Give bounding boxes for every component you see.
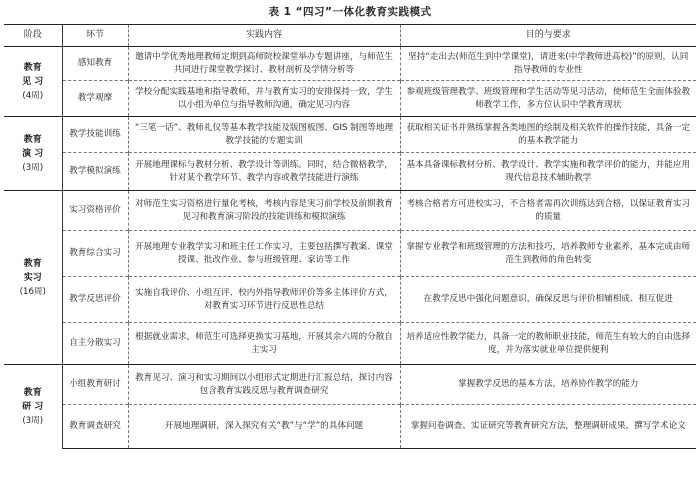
goal-cell: 考核合格者方可进校实习，不合格者需再次训练达到合格，以保证教育实习的质量 <box>400 191 696 231</box>
content-cell: 实施自我评价、小组互评、校内外指导教师评价等多主体评价方式，对教育实习环节进行反思性总结 <box>128 277 400 323</box>
table-row <box>4 231 696 277</box>
content-cell: “三笔一话”、教师礼仪等基本教学技能及版图板图、GIS 制图等地理教学技能的专题实训 <box>128 117 400 153</box>
link-cell: 小组教育研讨 <box>62 365 128 405</box>
content-cell: 开展地理课标与教材分析、教学设计等训练。同时，结合微格教学，针对某个教学环节、教学内容或教学技能进行演练 <box>128 153 400 191</box>
link-cell: 教学模拟演练 <box>62 153 128 191</box>
table-title: 表 1 “四习”一体化教育实践模式 <box>268 6 432 18</box>
content-cell: 邀请中学优秀地理教师定期到高师院校课堂举办专题讲座，与师范生共同进行课堂教学探讨、教材剖析及学情分析等 <box>128 47 400 81</box>
stage-cell-internship <box>4 191 62 365</box>
link-cell: 教学反思评价 <box>62 277 128 323</box>
stage-label: 见 习 <box>22 76 44 87</box>
stage-label: 教育 <box>23 134 42 145</box>
header-stage: 阶段 <box>4 25 62 47</box>
table-row <box>4 153 696 191</box>
table-row <box>4 47 696 81</box>
content-cell: 根据就业需求，师范生可选择更换实习基地，开展其余六周的分散自主实习 <box>128 323 400 365</box>
stage-label: 教育 <box>23 387 42 398</box>
goal-cell: 掌握专业教学和班级管理的方法和技巧，培养教师专业素养，基本完成由师范生到教师的角色转变 <box>400 231 696 277</box>
stage-label: 教育 <box>23 258 42 269</box>
link-cell: 教育调查研究 <box>62 405 128 449</box>
header-row <box>4 25 696 47</box>
table-row <box>4 365 696 405</box>
goal-cell: 掌握问卷调查、实证研究等教育研究方法，整理调研成果，撰写学术论文 <box>400 405 696 449</box>
content-cell: 学校分配实践基地和指导教师，并与教育实习的安排保持一致，学生以小组为单位与指导教师沟通，确定见习内容 <box>128 81 400 117</box>
table-row <box>4 191 696 231</box>
stage-label: 研 习 <box>22 401 44 412</box>
goal-cell: 掌握教学反思的基本方法，培养协作教学的能力 <box>400 365 696 405</box>
link-cell: 教学技能训练 <box>62 117 128 153</box>
table-row <box>4 277 696 323</box>
goal-cell: 基本具备课标教材分析、教学设计、教学实施和教学评价的能力，并能应用现代信息技术辅助教学 <box>400 153 696 191</box>
link-cell: 自主分散实习 <box>62 323 128 365</box>
link-cell: 感知教育 <box>62 47 128 81</box>
goal-cell: 培养适应性教学能力，具备一定的教师职业技能，师范生有较大的自由选择度，并为落实就业单位提供便利 <box>400 323 696 365</box>
stage-duration: (3周) <box>22 162 44 173</box>
goal-cell: 获取相关证书并熟练掌握各类地图的绘制及相关软件的操作技能，具备一定的基本教学能力 <box>400 117 696 153</box>
stage-duration: (3周) <box>22 415 44 426</box>
table-row <box>4 323 696 365</box>
header-content: 实践内容 <box>128 25 400 47</box>
content-cell: 对师范生实习资格进行量化考核，考核内容是実习前学校及前期教育见习和教育演习阶段的技能训练和模拟演练 <box>128 191 400 231</box>
stage-duration: (16周) <box>19 286 46 297</box>
goal-cell: 在教学反思中强化问题意识，确保反思与评价相辅相成、相互促进 <box>400 277 696 323</box>
stage-cell-research <box>4 365 62 449</box>
link-cell: 教学观摩 <box>62 81 128 117</box>
content-cell: 教育见习、演习和实习期间以小组形式定期进行汇报总结，探讨内容包含教育实践反思与教育调查研究 <box>128 365 400 405</box>
link-cell: 实习资格评价 <box>62 191 128 231</box>
table-row <box>4 81 696 117</box>
stage-label: 教育 <box>23 62 42 73</box>
stage-duration: (4周) <box>22 90 44 101</box>
goal-cell: 坚持“走出去(师范生到中学课堂)，请进来(中学教师进高校)”的原则，认同指导教师的专业性 <box>408 51 689 75</box>
stage-cell-observation <box>4 47 62 117</box>
header-link: 环节 <box>62 25 128 47</box>
content-cell: 开展地理调研，深入探究有关“教”与“学”的具体问题 <box>128 405 400 449</box>
goal-cell: 参观班级管理教学、班级管理和学生活动等见习活动，使师范生全面体验教师教学工作，多方位认识中学教育现状 <box>400 81 696 117</box>
stage-cell-rehearsal <box>4 117 62 191</box>
stage-label: 演 习 <box>22 148 44 159</box>
practice-mode-table <box>4 24 696 449</box>
header-goal: 目的与要求 <box>400 25 696 47</box>
content-cell: 开展地理专业教学实习和班主任工作实习，主要包括撰写教案、课堂授课、批改作业、参与班级管理、家访等工作 <box>128 231 400 277</box>
link-cell: 教育综合实习 <box>62 231 128 277</box>
table-row <box>4 405 696 449</box>
stage-label: 实习 <box>23 272 42 283</box>
table-row <box>4 117 696 153</box>
